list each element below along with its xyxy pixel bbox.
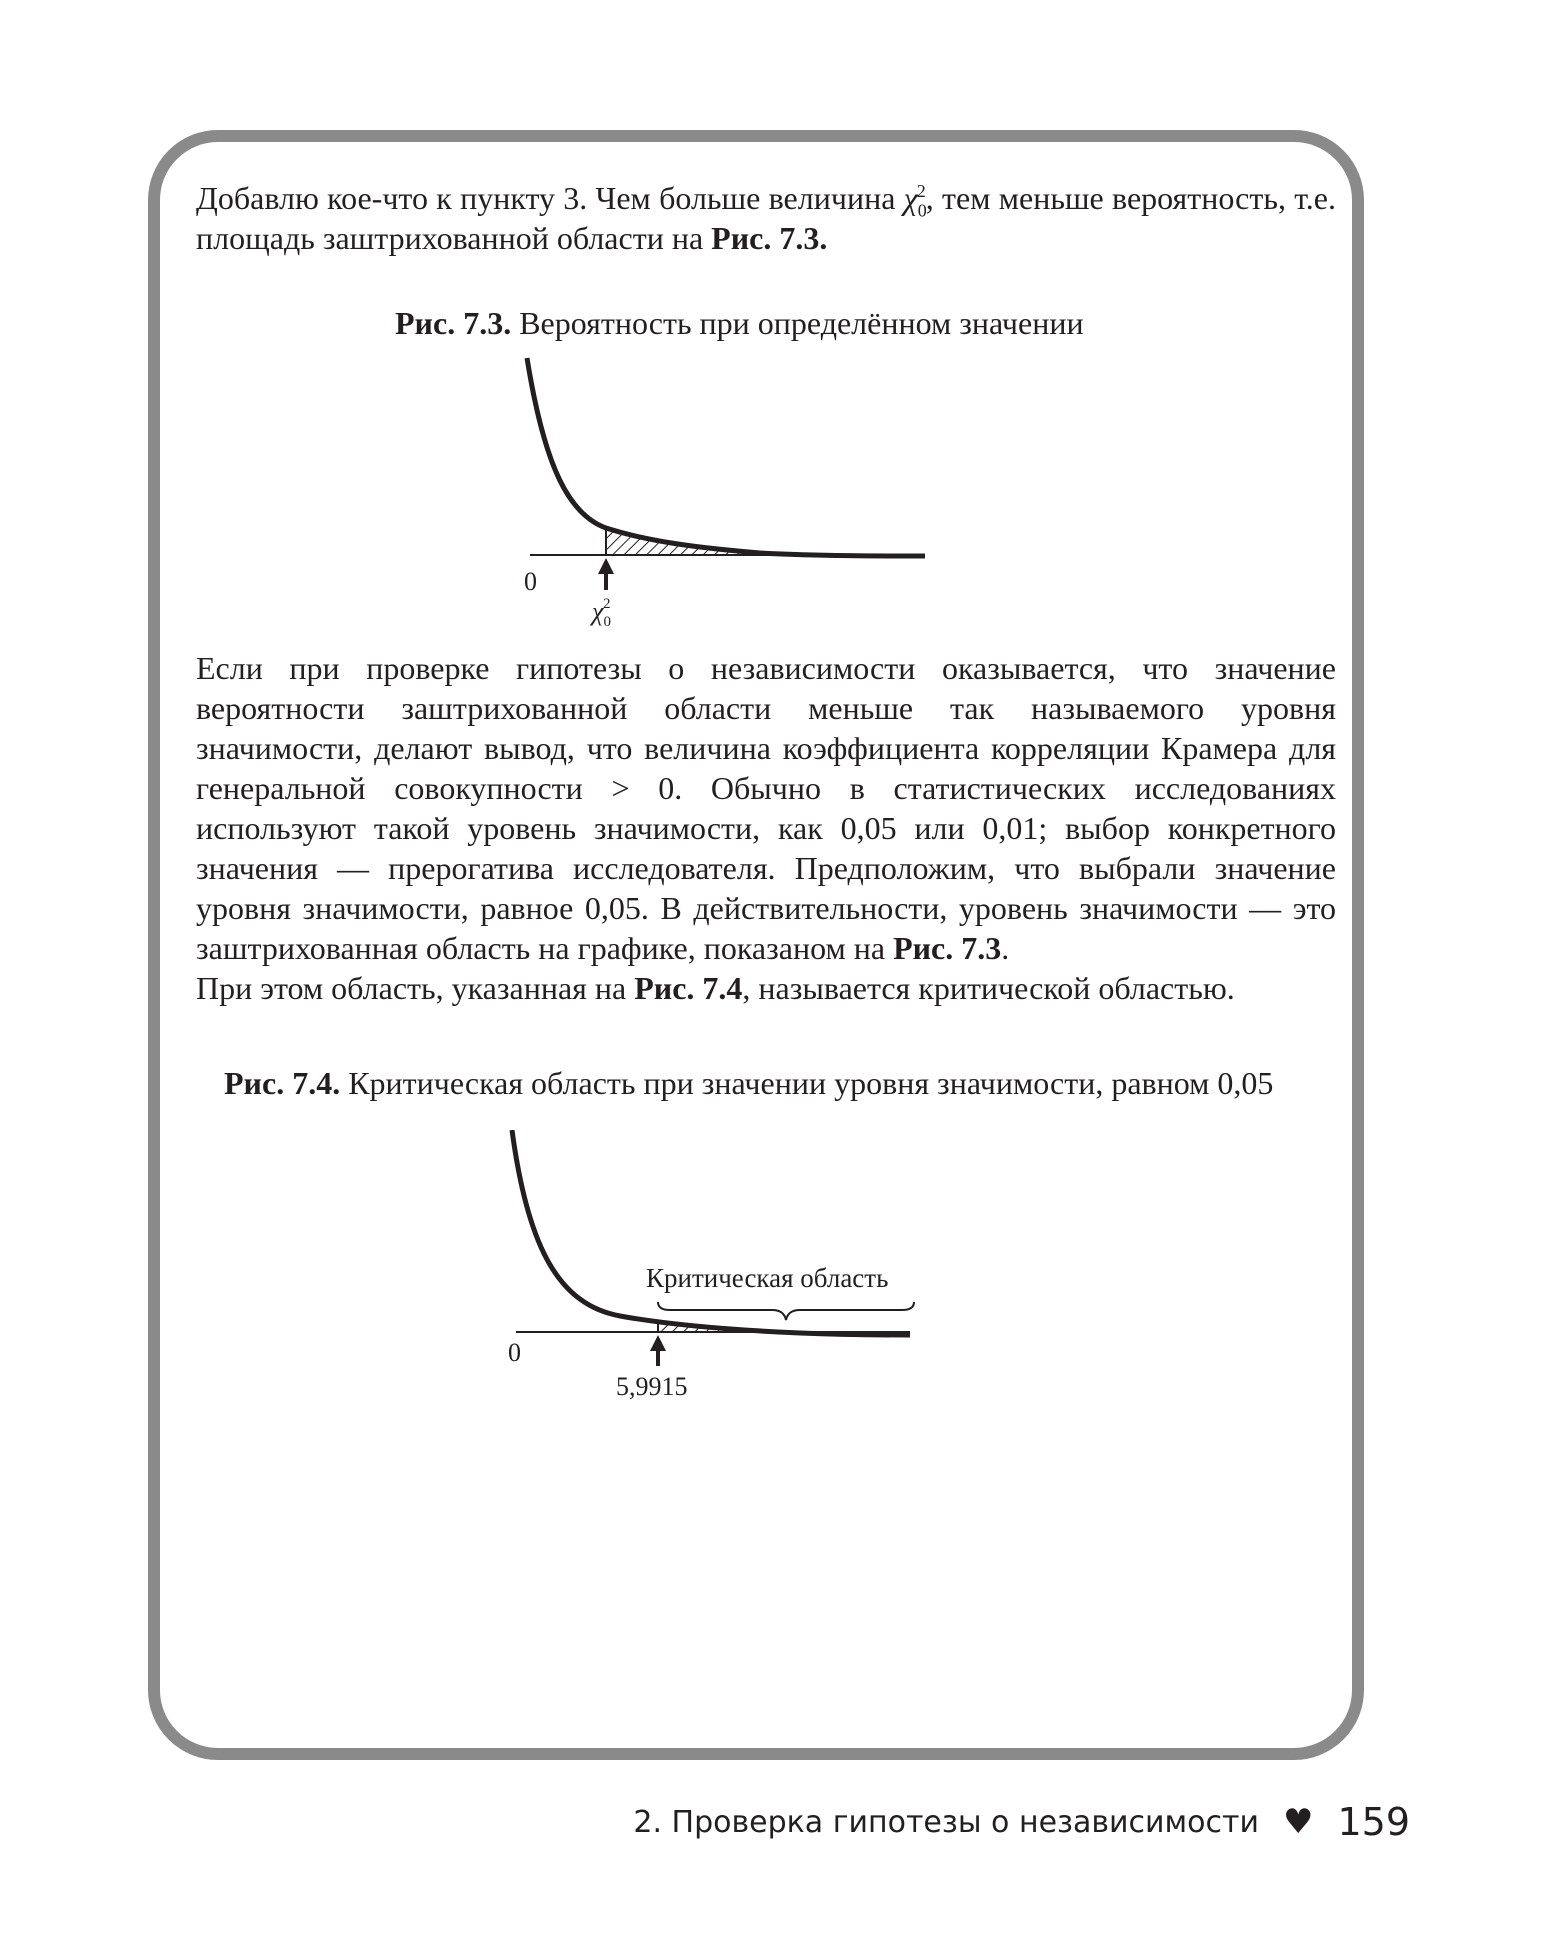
fig73-arrow-head xyxy=(598,558,614,574)
fig74-density-curve xyxy=(512,1130,910,1335)
fig73-caption xyxy=(395,303,1084,343)
fig74-chart xyxy=(500,1130,930,1410)
intro-text-b: , тем меньше вероятность, т.е. площадь заштрихованной области на xyxy=(196,180,1337,256)
page-number: 159 xyxy=(1337,1800,1410,1844)
fig74-title: Критическая область при значении уровня значимости, равном 0,05 xyxy=(348,1065,1274,1101)
page-footer xyxy=(633,1800,1410,1844)
fig74-region-label: Критическая область xyxy=(646,1263,889,1293)
fig73-marker-sup: 2 xyxy=(602,596,611,612)
fig73-label: Рис. 7.3. xyxy=(395,305,512,341)
footer-section-title: 2. Проверка гипотезы о независимости xyxy=(633,1804,1259,1840)
fig74-zero-label: 0 xyxy=(508,1338,521,1367)
chi-subscript: 0 xyxy=(917,200,927,221)
fig73-chart xyxy=(500,350,950,630)
body-text-a: Если при проверке гипотезы о независимости оказывается, что значение вероятности заштрихованной области меньше так называемого уровня значимости, делают вывод, что величина коэффициента корреляции Крамера для генеральной совокупности > 0. Обычно в статистических исследованиях используют такой уровень значимости, как 0,05 или 0,01; выбор конкретного значения — прерогатива исследователя. Предположим, что выбрали значение уровня значимости, равное 0,05. В действительности, уровень значимости — это заштрихованная область на графике, показаном на xyxy=(196,650,1336,966)
intro-paragraph xyxy=(196,178,1336,258)
fig74-label: Рис. 7.4. xyxy=(224,1065,341,1101)
intro-fig-ref: Рис. 7.3. xyxy=(711,220,828,256)
intro-text-a: Добавлю кое-что к пункту 3. Чем больше величина xyxy=(196,180,904,216)
fig74-caption xyxy=(224,1063,1273,1103)
fig73-marker-sub: 0 xyxy=(603,614,611,630)
fig73-marker-label xyxy=(589,596,611,630)
fig73-zero-label: 0 xyxy=(524,567,537,596)
body-line2-b: , называется критической областью. xyxy=(742,970,1235,1006)
chi-superscript: 2 xyxy=(916,181,926,202)
body-line2-a: При этом область, указанная на xyxy=(196,970,635,1006)
body-text-b: . xyxy=(1001,930,1010,966)
heart-icon: ♥ xyxy=(1282,1802,1314,1842)
body-fig-ref-73: Рис. 7.3 xyxy=(893,930,1002,966)
body-line2 xyxy=(196,968,1336,1008)
body-fig-ref-74: Рис. 7.4 xyxy=(634,970,743,1006)
fig74-region-brace xyxy=(658,1302,914,1320)
fig74-marker-label: 5,9915 xyxy=(616,1372,688,1401)
chi-symbol: χ xyxy=(903,180,918,216)
fig74-arrow-head xyxy=(650,1335,666,1351)
fig73-marker-chi: χ xyxy=(592,597,604,626)
body-paragraph xyxy=(196,648,1336,968)
fig73-title: Вероятность при определённом значении xyxy=(519,305,1084,341)
fig73-density-curve xyxy=(527,358,925,556)
